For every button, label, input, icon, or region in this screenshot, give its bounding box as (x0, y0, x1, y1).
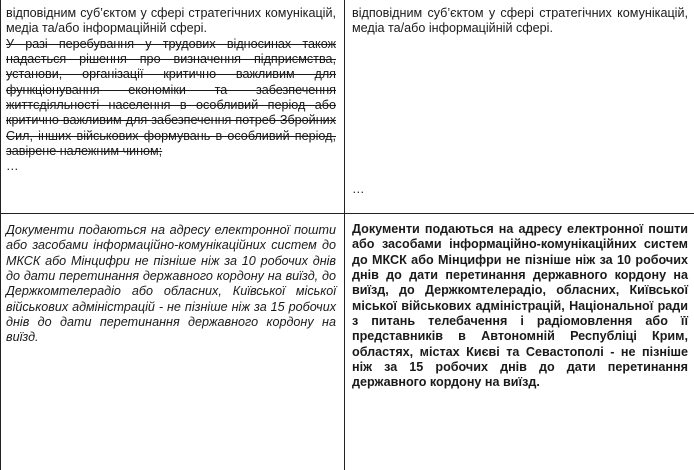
row1-right-intro: відповідним суб’єктом у сфері стратегічних комунікацій, медіа та/або інформаційній сфері. (352, 6, 688, 36)
row1-left-struck-text: У разі перебування у трудових відносинах також надається рішення про визначення підприємства, установи, організації критично важливим для функціонування економіки та забезпечення життєдіяльності населення в особливий період або критично важливим для забезпечення потреб Збройних Сил, інших військових формувань в особливий період, завірене належним чином; (6, 36, 336, 159)
row2-right-cell (352, 222, 688, 391)
row-divider-left (0, 213, 344, 214)
row2-left-text: Документи подаються на адресу електронної пошти або засобами інформаційно-комунікаційних систем до МКСК або Мінцифри не пізніше ніж за 10 робочих днів до дати перетинання державного кордону на виїзд, до Держкомтелерадіо або обласних, Київської міської військових адміністрацій - не пізніше ніж за 15 робочих днів до дати перетинання державного кордону на виїзд. (6, 223, 336, 345)
row2-right-text: Документи подаються на адресу електронної пошти або засобами інформаційно-комунікаційних систем до МКСК або Мінцифри не пізніше ніж за 10 робочих днів до дати перетинання державного кордону на виїзд, до Держкомтелерадіо, обласних, Київської міської військових адміністрацій, Національної ради з питань телебачення і радіомовлення або її представників в Автономній Республіці Крим, областях, містах Києві та Севастополі - не пізніше ніж за 15 робочих днів до дати перетинання державного кордону на виїзд. (352, 222, 688, 390)
row1-right-cell (352, 6, 688, 197)
table-border-left (0, 0, 1, 470)
row1-left-ellipsis: … (6, 159, 19, 174)
row2-left-cell (6, 223, 336, 346)
row-divider-right (345, 213, 694, 214)
column-divider (344, 0, 345, 470)
row1-right-ellipsis: … (352, 181, 365, 196)
row1-left-intro: відповідним суб’єктом у сфері стратегічних комунікацій, медіа та/або інформаційній сфері. (6, 6, 336, 36)
row1-left-cell (6, 6, 336, 175)
